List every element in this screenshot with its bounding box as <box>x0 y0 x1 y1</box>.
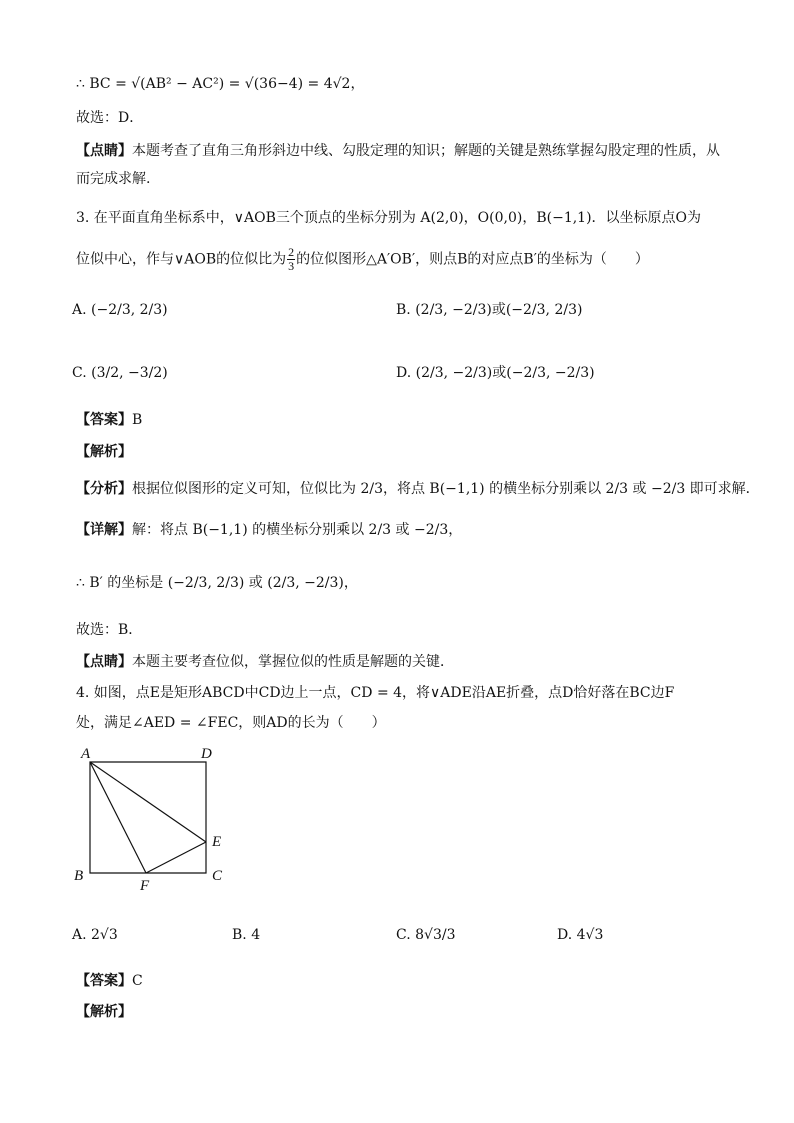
q3-answer-tag: 【答案】 <box>76 412 132 428</box>
q3-stem-2b: 的位似图形△A′OB′，则点B的对应点B′的坐标为（ ） <box>296 251 649 268</box>
q3-fenxi-line <box>76 479 760 499</box>
q4-answer-tag: 【答案】 <box>76 973 132 989</box>
label-a: A <box>81 746 91 762</box>
label-b: B <box>74 868 84 884</box>
dianjing-1-line <box>76 141 720 161</box>
q4-stem-2: 处，满足∠AED = ∠FEC，则AD的长为（ ） <box>76 715 386 731</box>
label-c: C <box>212 868 223 884</box>
select-d-line <box>76 108 143 128</box>
q3-option-a-value: (−2/3, 2/3) <box>91 302 168 318</box>
q3-ratio-num: 2 <box>288 245 295 259</box>
q4-stem-1: 4. 如图，点E是矩形ABCD中CD边上一点，CD = 4，将∨ADE沿AE折叠，点D恰好落在BC边F <box>76 685 675 701</box>
segment-fe <box>146 842 206 873</box>
q3-option-a-label: A. <box>72 302 87 318</box>
q3-stem-line-2 <box>76 246 649 273</box>
q3-option-d-label: D. <box>396 365 412 381</box>
q3-option-a[interactable] <box>72 300 168 320</box>
q3-stem-2a: 位似中心，作与∨AOB的位似比为 <box>76 251 287 268</box>
q3-analysis-line <box>76 442 132 462</box>
q3-option-b-value: (2/3, −2/3)或(−2/3, 2/3) <box>415 302 583 318</box>
therefore-bc-line <box>76 74 364 94</box>
q3-stem-1: 3. 在平面直角坐标系中，∨AOB三个顶点的坐标分别为 A(2,0)，O(0,0)，B(−1,1)．以坐标原点O为 <box>76 210 702 226</box>
label-d: D <box>201 746 212 762</box>
q3-select: 故选：B． <box>76 622 143 638</box>
q4-option-a-value: 2√3 <box>91 927 118 943</box>
q3-option-d-value: (2/3, −2/3)或(−2/3, −2/3) <box>415 365 595 381</box>
q3-stem-line-1 <box>76 208 701 228</box>
q3-option-d[interactable] <box>396 363 595 383</box>
q4-option-d-value: 4√3 <box>576 927 604 943</box>
q4-stem-line-2 <box>76 713 386 733</box>
segment-af <box>90 762 146 873</box>
q3-select-line <box>76 620 142 640</box>
rectangle-abcd <box>90 762 206 873</box>
q4-option-b-value: 4 <box>251 927 261 943</box>
q4-analysis-line <box>76 1002 132 1022</box>
q4-option-a[interactable] <box>72 925 118 945</box>
q3-answer-line <box>76 410 142 430</box>
q4-option-d-label: D. <box>557 927 573 943</box>
q3-dianjing-text: 本题主要考查位似，掌握位似的性质是解题的关键． <box>132 654 454 670</box>
q3-ratio-fraction <box>287 246 295 273</box>
dianjing-text: 本题考查了直角三角形斜边中线、勾股定理的知识；解题的关键是熟练掌握勾股定理的性质，从 <box>132 143 720 159</box>
dianjing-text-2: 而完成求解. <box>76 171 151 187</box>
label-e: E <box>212 834 222 850</box>
q4-option-b[interactable] <box>232 925 260 945</box>
q4-stem-line-1 <box>76 683 674 703</box>
q4-option-c[interactable] <box>396 925 455 945</box>
q3-option-b-label: B. <box>396 302 411 318</box>
q3-option-c-label: C. <box>72 365 87 381</box>
q4-option-c-label: C. <box>396 927 411 943</box>
q3-xiangjie-text: 解：将点 B(−1,1) 的横坐标分别乘以 2/3 或 −2/3， <box>132 522 463 538</box>
q4-option-b-label: B. <box>232 927 247 943</box>
q3-analysis-tag: 【解析】 <box>76 444 132 460</box>
label-f: F <box>140 878 150 894</box>
q3-dianjing-line <box>76 652 454 672</box>
therefore-bc-text: ∴ BC = √(AB² − AC²) = √(36−4) = 4√2， <box>76 76 365 92</box>
q3-xiangjie-tag: 【详解】 <box>76 522 132 538</box>
q4-analysis-tag: 【解析】 <box>76 1004 132 1020</box>
q3-option-c-value: (3/2, −3/2) <box>91 365 168 381</box>
q3-result: ∴ B′ 的坐标是 (−2/3, 2/3) 或 (2/3, −2/3)， <box>76 575 358 591</box>
q3-result-line <box>76 573 358 593</box>
q3-xiangjie-line <box>76 520 462 540</box>
q3-option-b[interactable] <box>396 300 582 320</box>
dianjing-tag: 【点睛】 <box>76 143 132 159</box>
q4-figure <box>70 742 240 894</box>
q4-answer: C <box>132 973 143 989</box>
dianjing-1-line-2 <box>76 169 150 189</box>
q3-option-c[interactable] <box>72 363 168 383</box>
q4-answer-line <box>76 971 143 991</box>
q4-option-a-label: A. <box>72 927 87 943</box>
select-d-text: 故选：D． <box>76 110 144 126</box>
segment-ae <box>90 762 206 842</box>
q4-option-d[interactable] <box>557 925 603 945</box>
q3-fenxi-tag: 【分析】 <box>76 481 132 497</box>
q3-ratio-den: 3 <box>288 259 295 273</box>
q3-answer: B <box>132 412 143 428</box>
q3-fenxi-text: 根据位似图形的定义可知，位似比为 2/3，将点 B(−1,1) 的横坐标分别乘以 2/3 或 −2/3 即可求解． <box>132 481 760 497</box>
q3-dianjing-tag: 【点睛】 <box>76 654 132 670</box>
q4-option-c-value: 8√3/3 <box>415 927 456 943</box>
